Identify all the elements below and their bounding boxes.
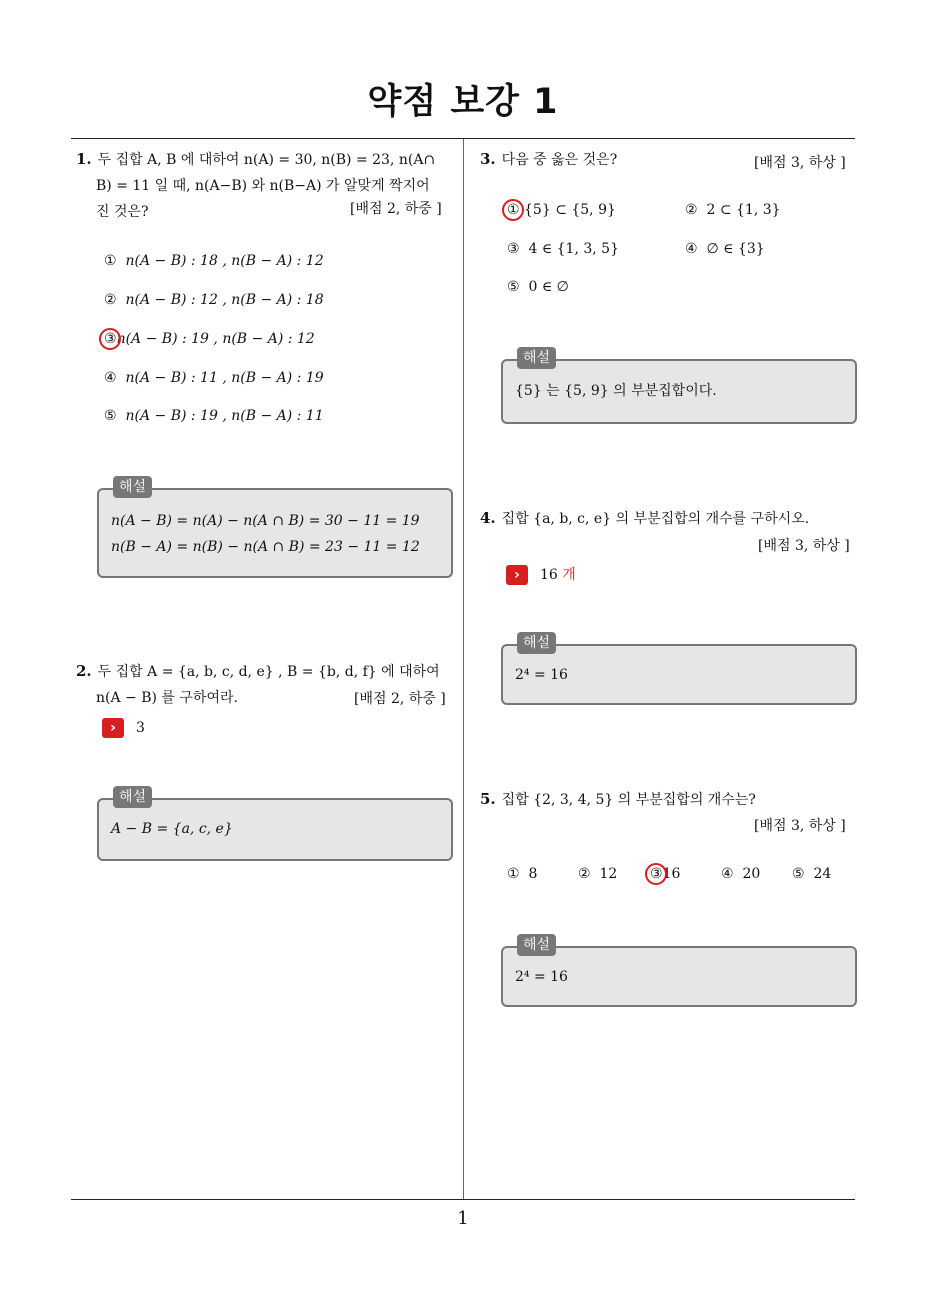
question-2-line-1: 2. 두 집합 A = {a, b, c, d, e} , B = {b, d, f} 에 대하여: [76, 662, 440, 680]
solution-tag: 해설: [517, 934, 556, 956]
q5-choice-4[interactable]: ④ 20: [721, 866, 761, 882]
q2-solution-line-1: A − B = {a, c, e}: [111, 821, 233, 837]
q3-choice-5[interactable]: ⑤ 0 ∈ ∅: [507, 279, 569, 295]
question-4: [480, 505, 860, 532]
question-1-number: 1.: [76, 150, 92, 168]
question-3-line-1: 3. 다음 중 옳은 것은?: [480, 150, 618, 168]
q3-choice-1[interactable]: ① {5} ⊂ {5, 9}: [507, 202, 616, 218]
solution-tag: 해설: [113, 476, 152, 498]
question-3-number: 3.: [480, 150, 496, 168]
question-5-meta: [배점 3, 하상 ]: [754, 818, 846, 834]
q3-choice-2[interactable]: ② 2 ⊂ {1, 3}: [685, 202, 781, 218]
q1-solution-box: [97, 479, 453, 578]
question-2-number: 2.: [76, 662, 92, 680]
q1-choice-2[interactable]: ② n(A − B) : 12 , n(B − A) : 18: [104, 292, 324, 308]
question-3-meta: [배점 3, 하상 ]: [754, 155, 846, 171]
answer-circle: [645, 863, 667, 885]
q2-solution-box: [97, 789, 453, 861]
question-1-meta: [배점 2, 하중 ]: [350, 201, 442, 217]
q1-solution-line-1: n(A − B) = n(A) − n(A ∩ B) = 30 − 11 = 19: [111, 513, 420, 529]
question-5-line-1: 5. 집합 {2, 3, 4, 5} 의 부분집합의 개수는?: [480, 790, 756, 808]
solution-tag: 해설: [517, 347, 556, 369]
q3-solution-box: [501, 350, 857, 424]
q3-choice-4[interactable]: ④ ∅ ∈ {3}: [685, 241, 765, 257]
q5-solution-line-1: 2⁴ = 16: [515, 969, 568, 985]
answer-circle: [99, 328, 121, 350]
q1-choice-5[interactable]: ⑤ n(A − B) : 19 , n(B − A) : 11: [104, 408, 324, 424]
page-title: 약점 보강 1: [367, 82, 559, 122]
question-2-line-2: n(A − B) 를 구하여라.: [96, 690, 238, 706]
question-1-line-3: 진 것은?: [96, 204, 149, 220]
question-5: [480, 786, 860, 813]
question-2-meta: [배점 2, 하중 ]: [354, 691, 446, 707]
q4-answer: › 16 개: [506, 564, 576, 585]
q1-choice-4[interactable]: ④ n(A − B) : 11 , n(B − A) : 19: [104, 370, 324, 386]
question-1-line-1: 1. 두 집합 A, B 에 대하여 n(A) = 30, n(B) = 23, n(A∩: [76, 150, 436, 168]
solution-tag: 해설: [517, 632, 556, 654]
question-4-line-1: 4. 집합 {a, b, c, e} 의 부분집합의 개수를 구하시오.: [480, 509, 810, 527]
q5-choice-2[interactable]: ② 12: [578, 866, 618, 882]
answer-circle: [502, 199, 524, 221]
question-4-number: 4.: [480, 509, 496, 527]
q5-choice-3[interactable]: ③16: [650, 866, 680, 882]
column-divider: [463, 139, 464, 1199]
q3-solution-line-1: {5} 는 {5, 9} 의 부분집합이다.: [515, 383, 717, 399]
page-number: 1: [457, 1208, 469, 1229]
question-5-number: 5.: [480, 790, 496, 808]
q5-choice-5[interactable]: ⑤ 24: [792, 866, 832, 882]
bottom-rule: [71, 1199, 855, 1200]
solution-tag: 해설: [113, 786, 152, 808]
q2-answer: › 3: [102, 718, 145, 738]
q4-solution-line-1: 2⁴ = 16: [515, 667, 568, 683]
question-1-line-2: B) = 11 일 때, n(A−B) 와 n(B−A) 가 알맞게 짝지어: [96, 178, 430, 194]
q1-choice-1[interactable]: ① n(A − B) : 18 , n(B − A) : 12: [104, 253, 324, 269]
q3-choice-3[interactable]: ③ 4 ∈ {1, 3, 5}: [507, 241, 619, 257]
q1-solution-line-2: n(B − A) = n(B) − n(A ∩ B) = 23 − 11 = 12: [111, 539, 420, 555]
q1-choice-3[interactable]: ③n(A − B) : 19 , n(B − A) : 12: [104, 331, 315, 347]
q5-solution-box: [501, 937, 857, 1007]
answer-arrow-icon: ›: [102, 718, 124, 738]
q4-solution-box: [501, 635, 857, 705]
q5-choice-1[interactable]: ① 8: [507, 866, 538, 882]
answer-arrow-icon: ›: [506, 565, 528, 585]
question-4-meta: [배점 3, 하상 ]: [758, 538, 850, 554]
